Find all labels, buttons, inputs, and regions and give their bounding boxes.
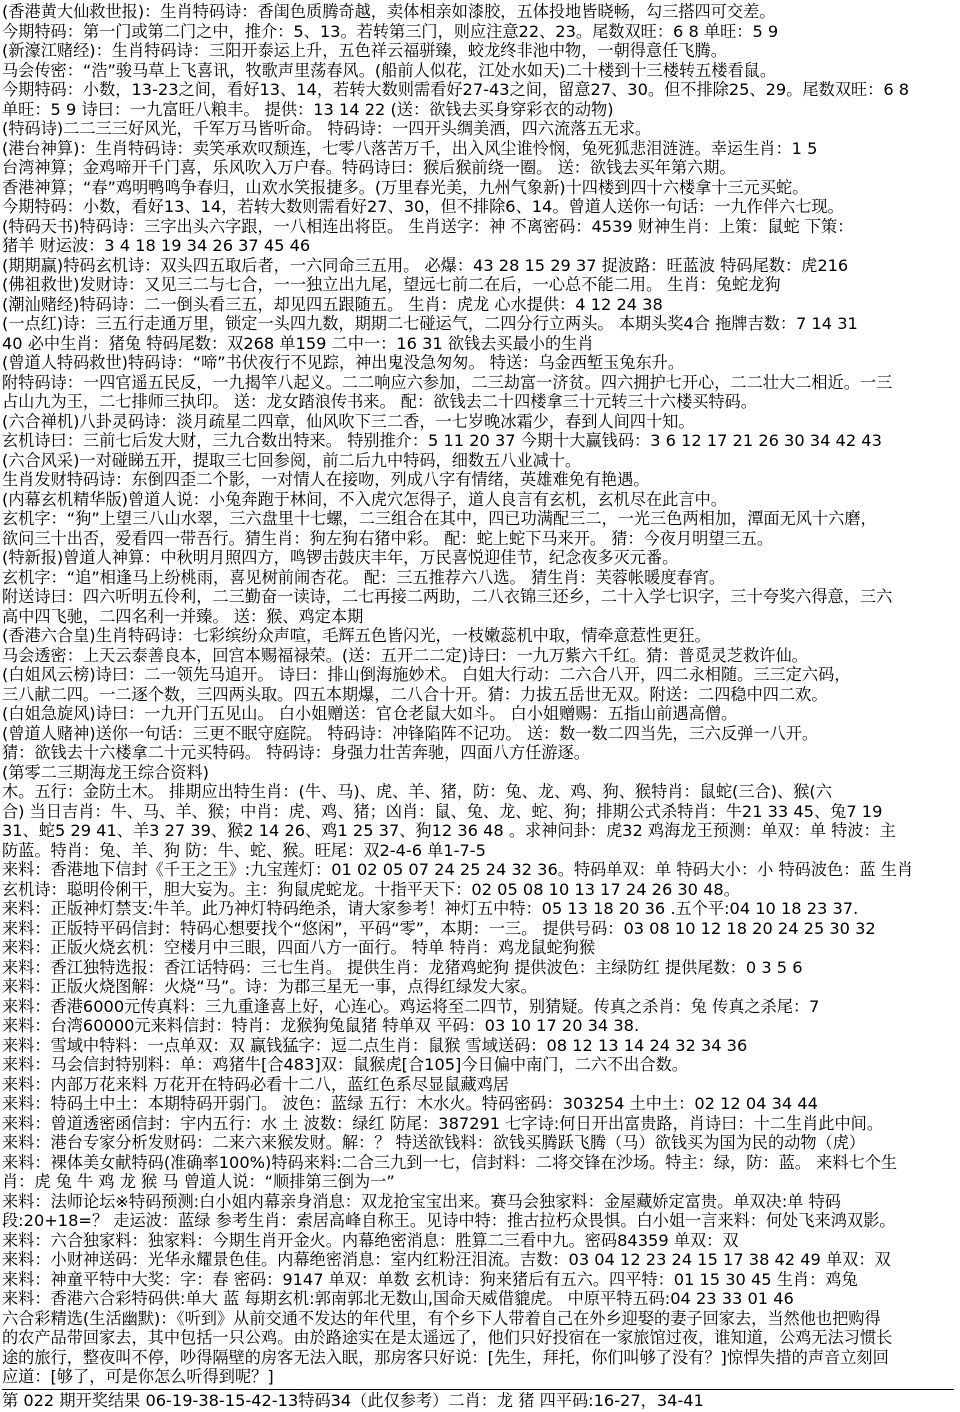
text-line: 附特码诗：一四官遥五民反，一九揭竿八起义。二二响应六参加，二三劫富一济贫。四六拥护七开心，二二壮大二相近。一三 <box>2 372 893 392</box>
text-line: 三八献二四。一二逐个数，三四两头取。四五本期爆，二八合十开。猜：力拔五岳世无双。附送：二四稳中四二欢。 <box>2 684 828 704</box>
text-line: (第零二三期海龙王综合资料) <box>2 762 209 782</box>
text-line: 来料：香港六合彩特码供:单大 蓝 每期玄机:郭南郭北无数山,国命天威借貔虎。 中原平特五码:04 23 33 01 46 <box>2 1289 794 1308</box>
text-line: 来料：马会信封特别料：单：鸡猪牛[合483]双：鼠猴虎[合105]今日偏中南门，二六不出合数。 <box>2 1055 688 1074</box>
text-line: 玄机字：“追”相逢马上纷桃雨，喜见树前闹杏花。 配：三五推荐六八选。 猜生肖：芙蓉帐暖度春宵。 <box>2 567 726 587</box>
text-line: 来料：正版火烧图解：火烧“马”。诗：为郡三星无一事，点得红绿发大家。 <box>2 977 537 996</box>
text-line: (期期赢)特码玄机诗：双头四五取后者，一六同命三五用。 必爆：43 28 15 29 37 捉波路：旺蓝波 特码尾数：虎216 <box>2 255 849 275</box>
text-line: 占山九为王，二七排师三执印。 送：龙女踏浪传书来。 配：欲钱去二十四楼拿三十元转三十六楼买特码。 <box>2 392 757 411</box>
text-line: 来料：特码土中土：本期特码开弱门。 波色：蓝绿 五行：木水火。特码密码：303254 土中土：02 12 04 34 44 <box>2 1094 818 1113</box>
text-line: 木。五行：金防土木。 排期应出特生肖：(牛、马)、虎、羊、猪，防：兔、龙、鸡、狗、猴特肖：鼠蛇(三合)、猴(六 <box>2 782 832 801</box>
text-line: 六合彩精选(生活幽默)：《听到》从前交通不发达的年代里，有个乡下人带着自己在外乡迎娶的妻子回家去，当然他也把购得 <box>2 1308 881 1328</box>
text-line: 玄机诗曰：三前七后发大财，三九合数出特来。 特别推介：5 11 20 37 今期十大赢钱码：3 6 12 17 21 26 30 34 42 43 <box>2 431 882 450</box>
text-line: (六合风采)一对碰睇五开，提取三七回参阅，前二后九中特码，细数五八业减十。 <box>2 450 582 470</box>
text-line: (潮汕赌经)特码诗：二一倒头看三五，却见四五跟随五。 生肖：虎龙 心水提供：4 12 24 38 <box>2 294 663 314</box>
text-line: 途的旅行，整夜叫不停，吵得隔壁的房客无法入眠，那房客只好说：[先生，拜托，你们叫够了没有？]惊悍失措的声音立刻回 <box>2 1347 889 1367</box>
text-line: (香港六合皇)生肖特码诗：七彩缤纷众声喧，毛辉五色皆闪光，一枝嫩蕊机中取，情牵意惹性更狂。 <box>2 626 711 645</box>
text-line: 40 必中生肖：猪兔 特码尾数：双268 单159 二中一：16 31 欲钱去买最小的生肖 <box>2 333 594 353</box>
text-line: 段:20+18=？ 走运波：蓝绿 参考生肖：索居高峰自称王。见诗中特：推古拉朽众畏惧。白小姐一言来料：何处飞来鸿双影。 <box>2 1211 896 1230</box>
text-line: (曾道人特码救世)特码诗：“啼”书伏夜行不见踪，神出鬼没急匆匆。 特送：乌金西堑玉兔东升。 <box>2 353 685 372</box>
text-line: 来料：正版神灯禁支:牛羊。此乃神灯特码绝杀，请大家参考！神灯五中特：05 13 18 20 36 .五个平:04 10 18 23 37. <box>2 899 859 918</box>
text-line: (香港黄大仙救世报)：生肖特码诗：香闺色质腾奇越，卖体相亲如漆胶，五体投地皆晓畅，勾三搭四可交差。 <box>2 2 776 21</box>
text-line: (白姐风云榜)诗曰：二一领先马追开。 诗曰：排山倒海施妙术。 白姐大行动：二六合八开，四二永相随。三三定六码， <box>2 665 851 684</box>
text-line: 马会透密：上天云泰善良本，回宫本赐福禄荣。(送：五开二二定)诗曰：一九万紫六千红。猜：普觅灵芝救许仙。 <box>2 645 808 665</box>
text-line: 生肖发财特码诗：东倒四歪二个影，一对情人在接吻，列成八字有情绪，英雄难免有艳遇。 <box>2 470 650 489</box>
text-line: 来料：裸体美女献特码(准确率100%)特码来料:二合三九到一七，信封料：二将交锋在沙场。特主：绿，防：蓝。 来料七个生 <box>2 1152 898 1172</box>
text-line: 来料：正版特平码信封：特码心想要找个“悠闲”，平码“零”，本期：一三。 提供号码：03 08 10 12 18 20 24 25 30 32 <box>2 918 876 938</box>
text-line: 猜：欲钱去十六楼拿二十元买特码。 特码诗：身强力壮苦奔驰，四面八方任游逐。 <box>2 743 590 762</box>
text-line: 来料：香港6000元传真料：三九重逢喜上好，心连心。鸡运将至二四节，别猜疑。传真之杀肖：兔 传真之杀尾：7 <box>2 996 820 1016</box>
text-line: 今期特码：小数，看好13、14，若转大数则需看好27、30，但不排除6、14。曾道人送你一句话：一九作伴六七现。 <box>2 197 844 216</box>
draw-result-footer: 第 022 期开奖结果 06-19-38-15-42-13特码34（此仅参考）二肖：龙 猪 四平码:16-27，34-41 <box>2 1390 704 1410</box>
text-line: 来料：法师论坛※特码预测:白小姐内幕亲身消息：双龙抢宝宝出来。赛马会独家料：金屋藏娇定富贵。单双决:单 特码 <box>2 1191 841 1211</box>
text-line: 应道：[够了，可是你怎么听得到呢？] <box>2 1367 274 1386</box>
text-line: 附送诗曰：四六听明五伶利，二三勤奋一读诗，二七再接二两助，二八衣锦三还乡，二十入学七识字，三十夸奖六得意，三六 <box>2 587 893 606</box>
text-line: (港台神算)：生肖特码诗：卖笑承欢叹颓连，七零八落苦万千，出入风尘谁怜悯，兔死狐悲泪涟涟。幸运生肖：1 5 <box>2 138 818 158</box>
article-body <box>2 2 954 1387</box>
text-line: (内幕玄机精华版)曾道人说：小兔奔跑于林间，不入虎穴怎得子，道人良言有玄机，玄机尽在此言中。 <box>2 489 727 509</box>
text-line: 来料：雪域中特料：一点单双：双 赢钱猛字：逗二点生肖：鼠猴 雪域送码：08 12 13 14 24 32 34 36 <box>2 1035 748 1055</box>
text-line: 今期特码：小数，13-23之间，看好13、14，若转大数则需看好27-43之间，留意27、30。但不排除25、29。尾数双旺：6 8 <box>2 80 910 99</box>
text-line: 单旺：5 9 诗曰：一九富旺八粮丰。 提供：13 14 22 (送：欲钱去买身穿彩衣的动物) <box>2 99 614 119</box>
text-line: 猪羊 财运波：3 4 18 19 34 26 37 45 46 <box>2 236 311 255</box>
text-line: 香港神算；“春”鸡明鸭鸣争春归，山欢水笑报捷多。(万里春光美，九州气象新)十四楼到四十六楼拿十三元买蛇。 <box>2 177 809 197</box>
text-line: 来料：神童平特中大奖：字：春 密码：9147 单双：单数 玄机诗：狗来猪后有五六。四平特：01 15 30 45 生肖：鸡兔 <box>2 1269 858 1289</box>
text-line: (特码天书)特码诗：三字出头六字跟，一八相连出将臣。 生肖送字：神 不离密码：4539 财神生肖：上策：鼠蛇 下策： <box>2 216 854 236</box>
text-line: (曾道人赌神)送你一句话：三更不眠守庭院。 特码诗：冲锋陷阵不记功。 送：数一数二四当先，三六反弹一八开。 <box>2 723 819 743</box>
text-line: 马会传密：“浩”骏马草上飞喜讯，牧歌声里荡春风。(船前人似花，江处水如天)二十楼到十三楼转五楼看鼠。 <box>2 60 777 80</box>
text-line: (新濠江赌经)：生肖特码诗：三阳开泰运上升，五色祥云福骈臻，蛟龙终非池中物，一朝得意任飞腾。 <box>2 41 727 60</box>
text-line: (佛祖救世)发财诗：又见三二与七合，一一独立出九尾，望远七前二在后，一心总不能二用。 生肖：兔蛇龙狗 <box>2 275 781 294</box>
text-line: (一点红)诗：三五行走通万里，锁定一头四九数，期期二七碰运气，二四分行立两头。 本期头奖4合 拖牌吉数：7 14 31 <box>2 314 858 333</box>
text-line: 防蓝。特肖：兔、羊、狗 防：牛、蛇、猴。旺尾：双2-4-6 单1-7-5 <box>2 840 486 860</box>
text-line: (特新报)曾道人神算：中秋明月照四方，鸣锣击鼓庆丰年，万民喜悦迎佳节，纪念夜多灭元番。 <box>2 548 679 567</box>
text-line: 31、蛇5 29 41、羊3 27 39、猴2 14 26、鸡1 25 37、狗12 36 48 。求神问卦：虎32 鸡海龙王预测：单双：单 特波：主 <box>2 821 896 840</box>
text-line: (白姐急旋风)诗曰：一九开门五见山。 白小姐赠送：官仓老鼠大如斗。 白小姐赠赐：五指山前遇高僧。 <box>2 704 738 723</box>
text-line: 来料：六合独家料：独家料：今期生肖开金火。内幕绝密消息：胜算二三看中九。密码84359 单双：双 <box>2 1230 739 1250</box>
text-line: 来料：内部万花来料 万花开在特码必看十二八，蓝红色系尽显鼠藏鸡居 <box>2 1074 509 1094</box>
text-line: 玄机字：“狗”上望三八山水翠，三六盘里十七螺，二三组合在其中，四已功满配三二，一光三色两相加，潭面无风十六磨， <box>2 509 877 528</box>
text-line: 玄机诗：聪明伶俐干，胆大妄为。主：狗鼠虎蛇龙。十指平天下：02 05 08 10 13 17 24 26 30 48。 <box>2 879 740 899</box>
text-line: 来料：正版火烧玄机：空楼月中三眼，四面八方一面行。 特单 特肖：鸡龙鼠蛇狗猴 <box>2 938 596 957</box>
text-line: 来料：台湾60000元来料信封：特肖：龙猴狗兔鼠猪 特单双 平码：03 10 17 20 34 38. <box>2 1016 640 1035</box>
text-line: 来料：香港地下信封《千王之王》:九宝莲灯：01 02 05 07 24 25 24 32 36。特码单双：单 特码大小：小 特码波色：蓝 生肖 <box>2 860 914 879</box>
text-line: 来料：香江独特选报：香江话特码：三七生肖。 提供生肖：龙猪鸡蛇狗 提供波色：主绿防红 提供尾数：0 3 5 6 <box>2 957 803 977</box>
text-line: 来料：港台专家分析发财码：二来六来猴发财。解：？ 特送欲钱料：欲钱买腾跃飞腾（马）欲钱买为国为民的动物（虎） <box>2 1133 866 1152</box>
text-line: 台湾神算；金鸡啼开千门喜，乐风吹入万户春。特码诗曰：猴后猴前绕一圈。 送：欲钱去买年第六期。 <box>2 158 736 177</box>
text-line: 今期特码：第一门或第二门之中，推介：5、13。若转第三门，则应注意22、23。尾数双旺：6 8 单旺：5 9 <box>2 21 779 41</box>
text-line: 肖：虎 兔 牛 鸡 龙 猴 马 曾道人说：“顺排第三倒为一” <box>2 1172 395 1191</box>
text-line: 欲问三十出否，爱看四一带吾行。猜生肖：狗左狗右猪中彩。 配：蛇上蛇下马来开。 猜：今夜月明望三五。 <box>2 528 774 548</box>
text-line: 来料：小财神送码：光华永耀景色佳。内幕绝密消息：室内红粉汪泪流。吉数：03 04 12 23 24 15 17 38 42 49 单双：双 <box>2 1250 891 1269</box>
text-line: 的农产品带回家去，其中包括一只公鸡。由於路途实在是太遥远了，他们只好投宿在一家旅馆过夜，谁知道，公鸡无法习惯长 <box>2 1328 893 1347</box>
text-line: 合) 当日吉肖：牛、马、羊、猴；中肖：虎、鸡、猪；凶肖：鼠、兔、龙、蛇、狗；排期公式杀特肖：牛21 33 45、兔7 19 <box>2 801 883 821</box>
text-line: 高中四飞驰，二四名利一并臻。 送：猴、鸡定本期 <box>2 606 364 626</box>
text-line: (六合禅机)八卦灵码诗：淡月疏星二四章，仙风吹下三二香，一七岁晚冰霜少，春到人间四十知。 <box>2 411 695 431</box>
text-line: (特码诗)二二三三好风光，千军万马皆听命。 特码诗：一四开头绸美酒，四六流落五无求。 <box>2 119 652 138</box>
text-line: 来料：曾道透密函信封：宇内五行：水 土 波数：绿红 防尾：387291 七字诗:何日开出富贵路，肖诗曰：十二生肖此中间。 <box>2 1113 884 1133</box>
